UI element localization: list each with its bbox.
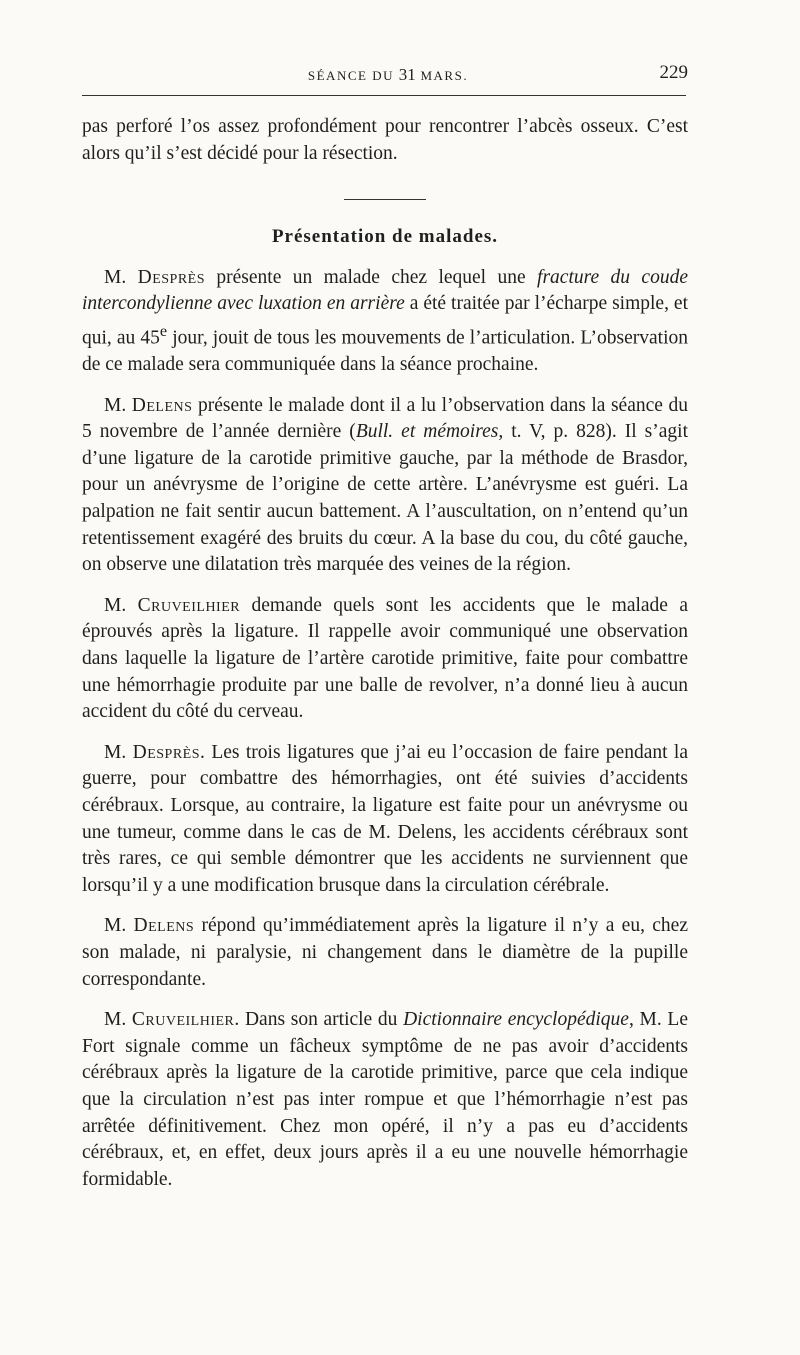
speaker-name: Cruveilhier	[131, 1009, 235, 1031]
section-title: Présentation de malades.	[271, 226, 499, 248]
speaker-name: Desprès	[132, 741, 201, 763]
page-body	[82, 114, 688, 1207]
running-head: SÉANCE DU 31 MARS.	[307, 65, 469, 84]
speaker-name: Cruveilhier	[137, 594, 241, 616]
page-header	[88, 62, 688, 84]
section-separator	[344, 199, 426, 200]
continuation-paragraph: pas perforé l’os assez profondément pour rencontrer l’abcès osseux. C’est alors qu’il s’est décidé pour la résection.	[82, 116, 688, 164]
paragraph-despres-2: M. Desprès. Les trois ligatures que j’ai eu l’occasion de faire pendant la guerre, pour combattre des hémorrhagies, ont été suivies d’accidents cérébraux. Lorsque, au contraire, la ligature est faite pour un anévrysme ou une tumeur, comme dans le cas de M. Delens, les accidents cérébraux sont très rares, ce qui semble démontrer que les accidents ne surviennent que lorsqu’il y a une modification brusque dans la circulation cérébrale.	[82, 741, 688, 896]
header-rule	[82, 95, 686, 96]
speaker-name: Delens	[131, 394, 193, 416]
speaker-name: Delens	[133, 915, 195, 937]
paragraph-delens-2: M. Delens répond qu’immédiatement après la ligature il n’y a eu, chez son malade, ni paralysie, ni changement dans le diamètre de la pupille correspondante.	[82, 915, 688, 990]
paragraph-cruveilhier-1: M. Cruveilhier demande quels sont les accidents que le malade a éprouvés après la ligature. Il rappelle avoir communiqué une observation dans laquelle la ligature de l’artère carotide primitive, faite pour combattre une hémorrhagie produite par une balle de revolver, n’a donné lieu à aucun accident du côté du cerveau.	[82, 594, 688, 723]
page-number: 229	[659, 62, 688, 83]
paragraph-delens-1: M. Delens présente le malade dont il a lu l’observation dans la séance du 5 novembre de l’année dernière (Bull. et mémoires, t. V, p. 828). Il s’agit d’une ligature de la carotide primitive gauche, par la méthode de Brasdor, pour un anévrysme de l’origine de cette artère. L’anévrysme est guéri. La palpation ne fait sentir aucun battement. A l’auscultation, on n’entend qu’un retentissement exagéré des bruits du cœur. A la base du cou, du côté gauche, on observe une dilatation très marquée des veines de la région.	[82, 394, 688, 576]
paragraph-cruveilhier-2: M. Cruveilhier. Dans son article du Dictionnaire encyclopédique, M. Le Fort signale comme un fâcheux symptôme de ne pas avoir d’accidents cérébraux après la ligature de la carotide primitive, parce que cela indique que la circulation n’est pas inter rompue et que l’hémorrhagie n’est pas arrêtée définitivement. Chez mon opéré, il n’y a pas eu d’accidents cérébraux, et, en effet, deux jours après il a eu une nouvelle hémorrhagie formidable.	[82, 1009, 688, 1190]
speaker-name: Desprès	[137, 266, 205, 288]
paragraph-despres-1: M. Desprès présente un malade chez lequel une fracture du coude intercondylienne avec luxation en arrière a été traitée par l’écharpe simple, et qui, au 45e jour, jouit de tous les mouvements de l’articulation. L’observation de ce malade sera communiquée dans la séance prochaine.	[82, 266, 689, 376]
